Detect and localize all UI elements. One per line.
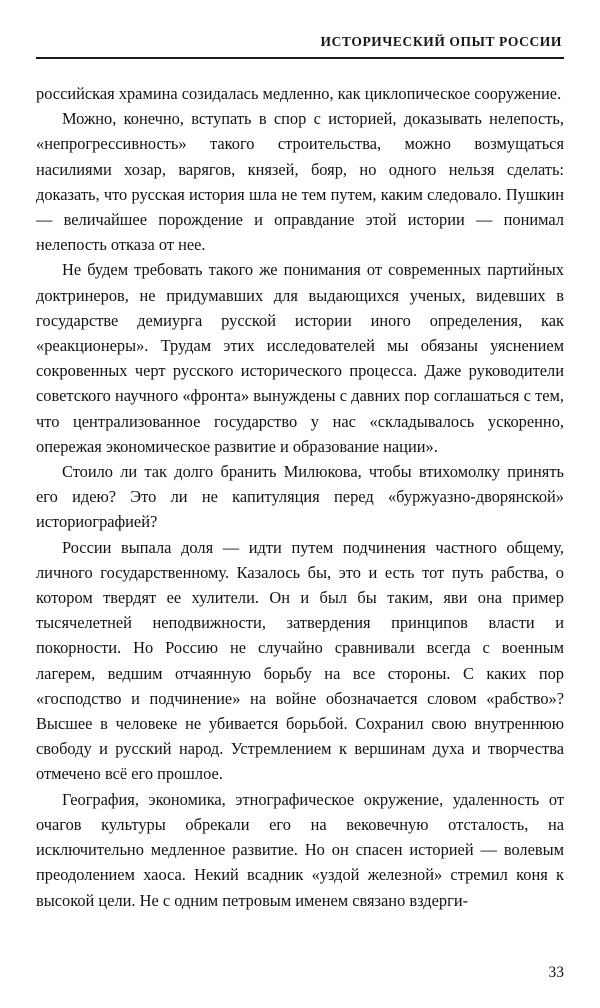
- paragraph: Стоило ли так долго бранить Милюкова, чтобы втихомолку принять его идею? Это ли не капитуляция перед «буржуазно-дворянской» историографией?: [36, 462, 564, 532]
- paragraph: российская храмина созидалась медленно, как циклопическое сооружение.: [36, 84, 562, 103]
- paragraph: России выпала доля — идти путем подчинения частного общему, личного государственному. Казалось бы, это и есть тот путь рабства, о котором твердят ее хулители. Он и был бы таким, яви она пример тысячелетней неподвижности, затвердения принципов власти и покорности. Но Россию не случайно сравнивали всегда с военным лагерем, ведшим отчаянную борьбу на все стороны. С каких пор «господство и подчинение» на войне обозначается словом «рабство»? Высшее в человеке не убивается борьбой. Сохранил свою внутреннюю свободу и русский народ. Устремлением к вершинам духа и творчества отмечено всё его прошлое.: [36, 537, 564, 784]
- body-text: [36, 81, 564, 913]
- running-head: ИСТОРИЧЕСКИЙ ОПЫТ РОССИИ: [320, 34, 562, 49]
- page-number: 33: [548, 964, 564, 981]
- paragraph: Не будем требовать такого же понимания от современных партийных доктринеров, не придумавших для выдающихся ученых, видевших в государстве демиурга русской истории иного определения, как «реакционеры». Трудам этих исследователей мы обязаны уяснением сокровенных черт русского исторического процесса. Даже руководители советского научного «фронта» вынуждены с давних пор соглашаться с тем, что централизованное государство у нас «складывалось ускоренно, опережая экономическое развитие и образование нации».: [36, 260, 564, 456]
- paragraph: География, экономика, этнографическое окружение, удаленность от очагов культуры обрекали его на вековечную отсталость, на исключительно медленное развитие. Но он спасен историей — волевым преодолением хаоса. Некий всадник «уздой железной» стремил коня к высокой цели. Не с одним петровым именем связано вздерги-: [36, 789, 564, 910]
- header-rule: [36, 57, 564, 59]
- paragraph: Можно, конечно, вступать в спор с историей, доказывать нелепость, «непрогрессивность» такого строительства, можно возмущаться насилиями хозар, варягов, князей, бояр, но одного нельзя сделать: доказать, что русская история шла не тем путем, каким следовало. Пушкин — величайшее порождение и оправдание этой истории — понимал нелепость отказа от нее.: [36, 109, 564, 255]
